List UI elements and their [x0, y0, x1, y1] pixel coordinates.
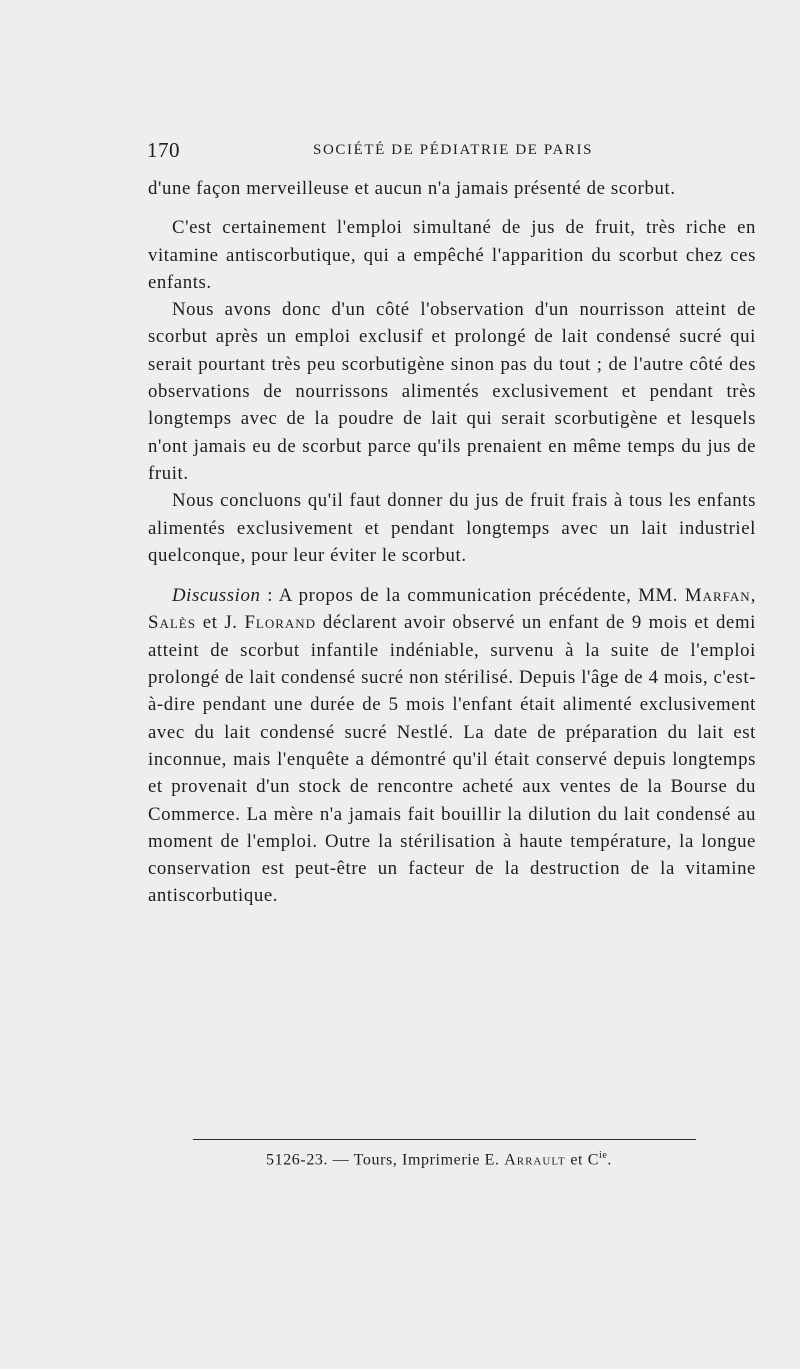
paragraph-2: C'est certainement l'emploi simultané de jus de fruit, très riche en vitamine antiscorbutique, qui a empêché l'apparition du scorbut chez ces enfants. [148, 217, 756, 293]
author-sales: Salès [148, 612, 196, 634]
printer-colophon [266, 1150, 612, 1169]
paragraph-4: Nous concluons qu'il faut donner du jus de fruit frais à tous les enfants alimentés exclusivement et pendant longtemps avec un lait industriel quelconque, pour leur éviter le scorbut. [148, 490, 756, 566]
discussion-intro: : A propos de la communication précédente, MM. [260, 585, 685, 607]
footer-rule [193, 1139, 696, 1140]
running-head: SOCIÉTÉ DE PÉDIATRIE DE PARIS [313, 142, 594, 158]
page-header [147, 138, 757, 168]
author-florand: Florand [244, 612, 317, 634]
author-conjunction: et J. [195, 612, 245, 634]
author-separator: , [750, 585, 756, 607]
paragraph-3: Nous avons donc d'un côté l'observation d'un nourrisson atteint de scorbut après un emploi exclusif et prolongé de lait condensé sucré qui serait pourtant très peu scorbutigène sinon pas du tout ; de l'autre côté des observations de nourrissons alimentés exclusivement et pendant très longtemps avec de la poudre de lait qui serait scorbutigène et lesquels n'ont jamais eu de scorbut parce qu'ils prenaient en même temps du jus de fruit. [148, 299, 756, 484]
colophon-superscript: ie [598, 1150, 608, 1161]
body-text [148, 175, 756, 910]
page-number: 170 [147, 138, 180, 162]
colophon-mid: et C [565, 1151, 599, 1169]
discussion-body: déclarent avoir observé un enfant de 9 mois et demi atteint de scorbut infantile indéniable, survenu à la suite de l'emploi prolongé de lait condensé sucré non stérilisé. Depuis l'âge de 4 mois, c'est-à-dire pendant une durée de 5 mois l'enfant était alimenté exclusivement avec du lait condensé sucré Nestlé. La date de préparation du lait est inconnue, mais l'enquête a démontré qu'il était conservé depuis longtemps et provenait d'un stock de rencontre acheté aux ventes de la Bourse du Commerce. La mère n'a jamais fait bouillir la dilution du lait condensé au moment de l'emploi. Outre la stérilisation à haute température, la longue conservation est peut-être un facteur de la destruction de la vitamine antiscorbutique. [148, 612, 756, 907]
colophon-prefix: 5126-23. — Tours, Imprimerie E. [266, 1151, 505, 1169]
colophon-end: . [607, 1151, 612, 1169]
discussion-label: Discussion [172, 585, 261, 607]
printer-name: Arrault [504, 1151, 566, 1169]
discussion-paragraph [148, 582, 756, 910]
paragraph-1: d'une façon merveilleuse et aucun n'a jamais présenté de scorbut. [148, 178, 676, 199]
author-marfan: Marfan [684, 585, 751, 607]
